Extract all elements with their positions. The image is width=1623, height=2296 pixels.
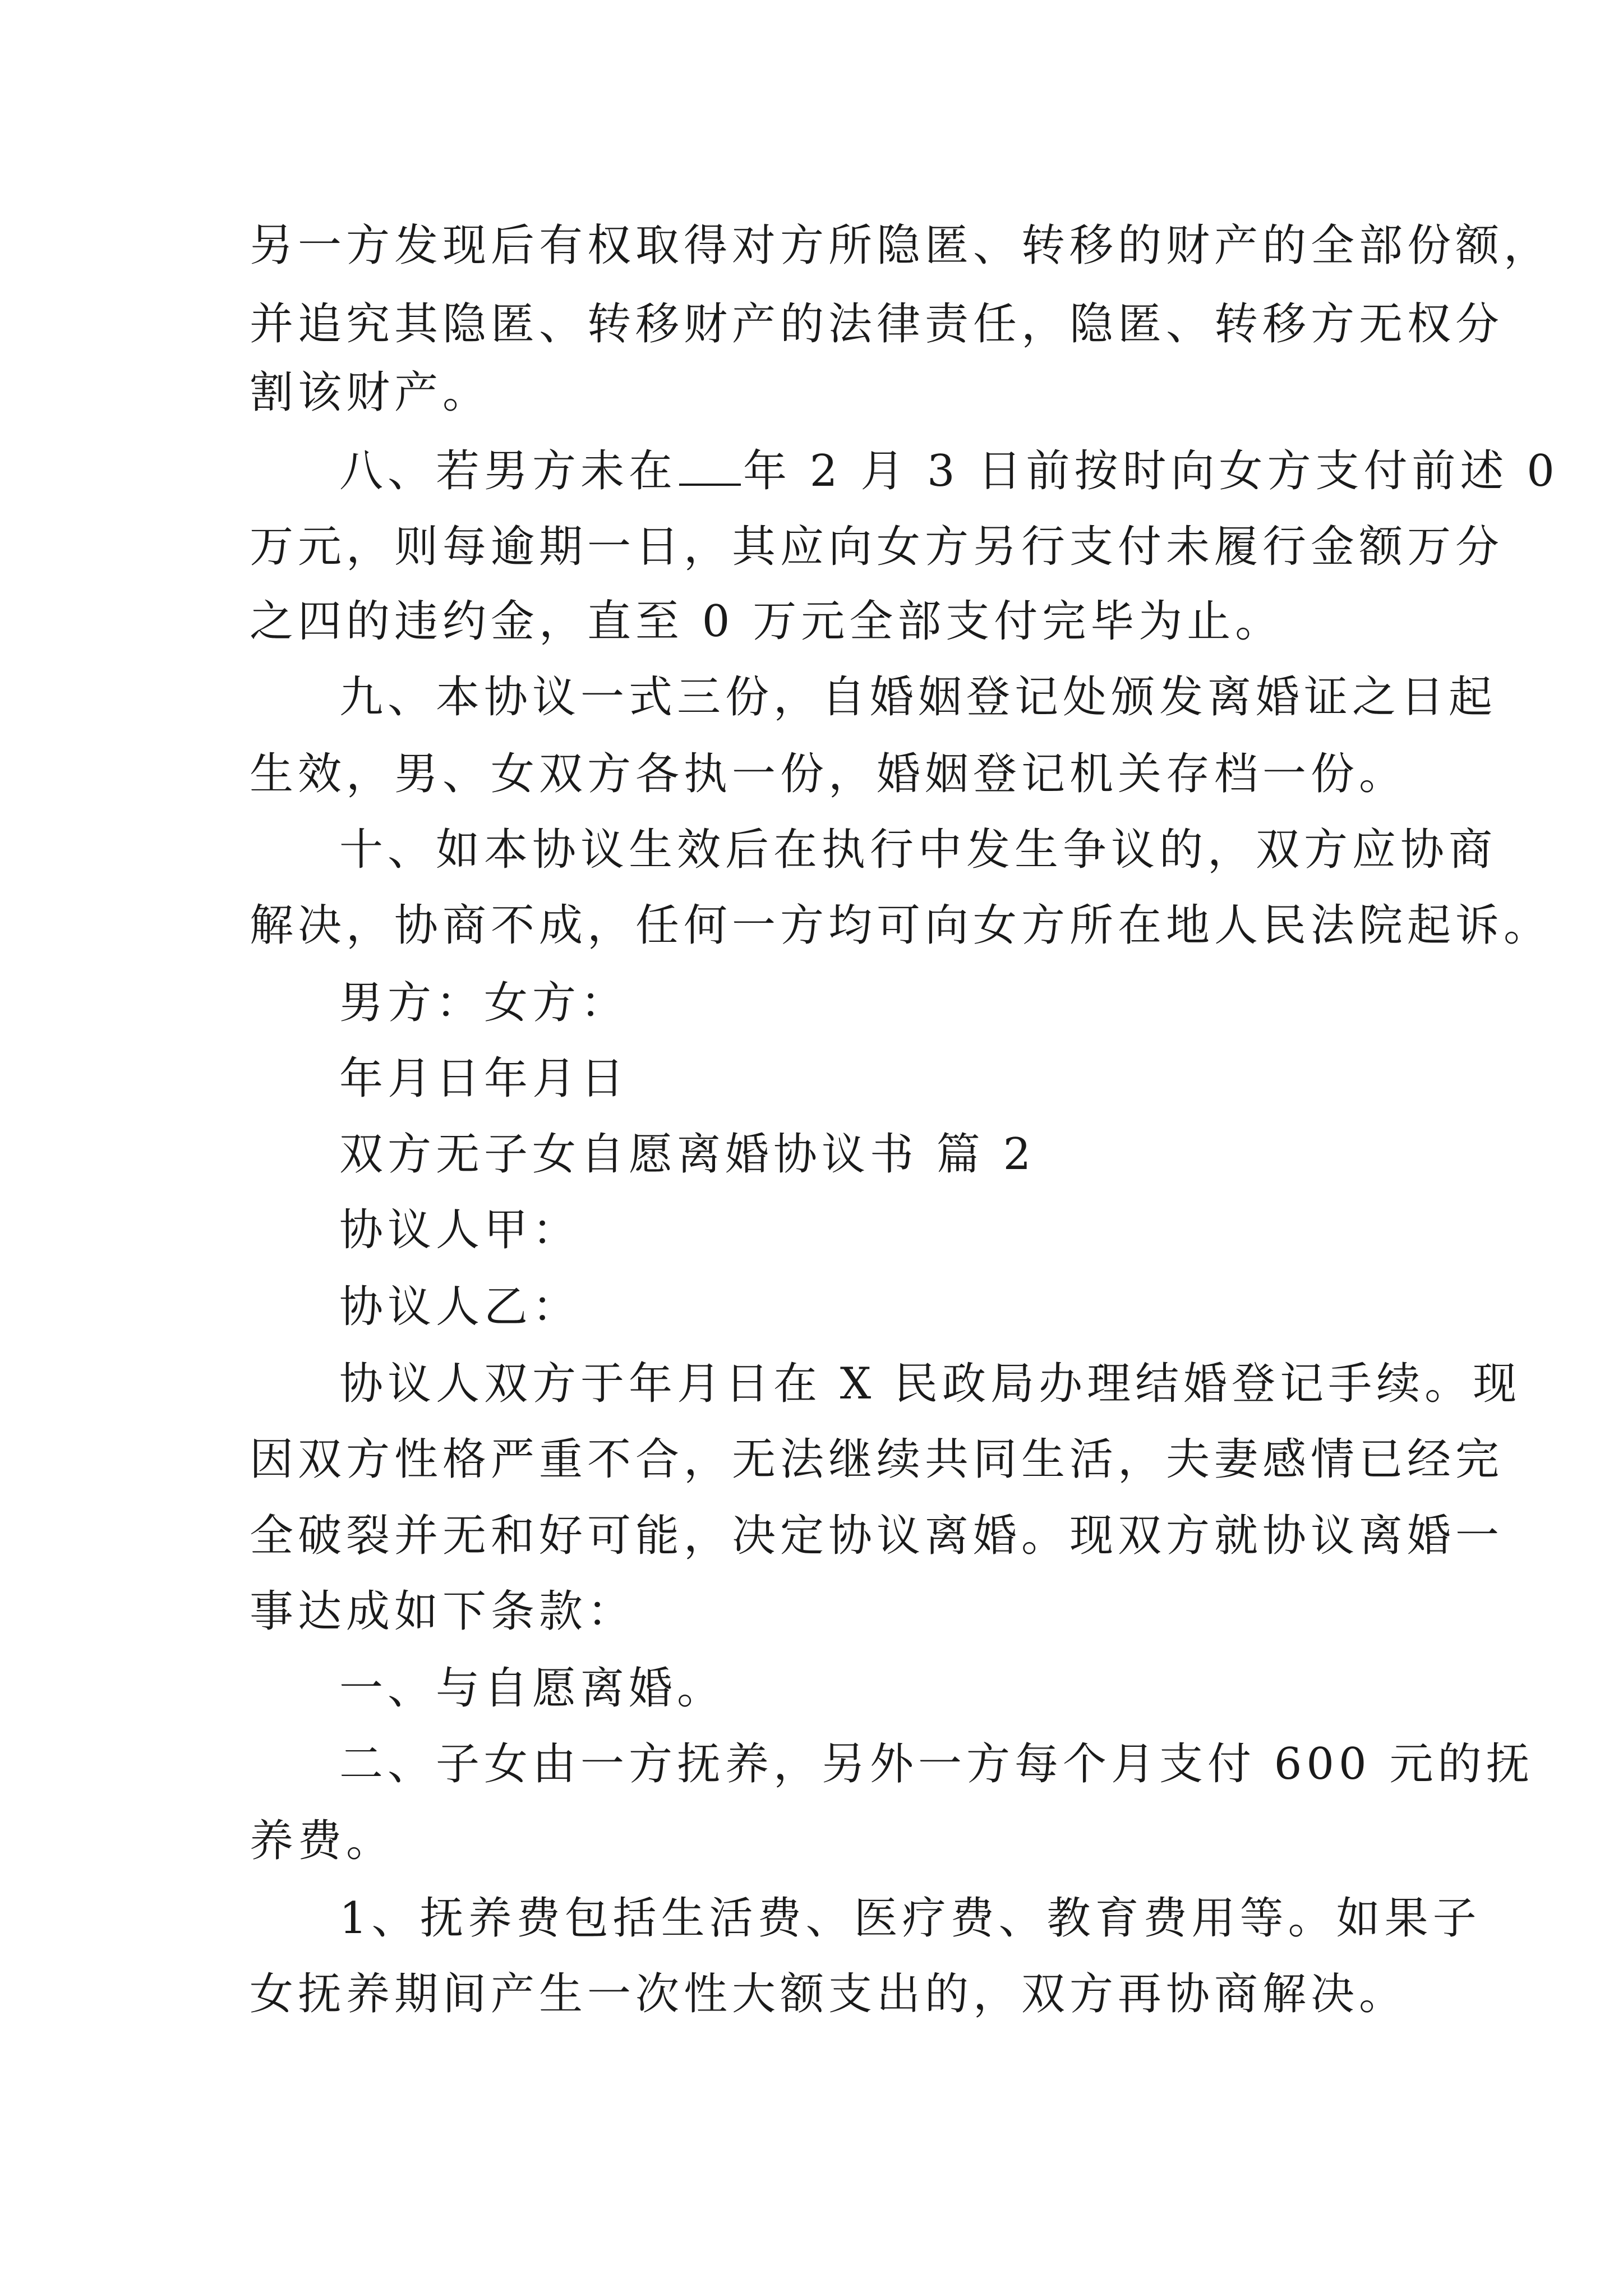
party-a-line: 协议人甲： [339, 1205, 581, 1255]
paragraph-line: 养费。 [250, 1816, 395, 1866]
paragraph-line: 之四的违约金，直至 0 万元全部支付完毕为止。 [250, 596, 1284, 647]
underline-blank [679, 444, 741, 486]
paragraph-line: 全破裂并无和好可能，决定协议离婚。现双方就协议离婚一 [250, 1511, 1504, 1561]
subclause-1-line: 1、抚养费包括生活费、医疗费、教育费用等。如果子 [339, 1893, 1481, 1944]
date-line: 年月日年月日 [339, 1053, 629, 1104]
clause-2-line: 二、子女由一方抚养，另外一方每个月支付 600 元的抚 [339, 1739, 1534, 1789]
signature-line: 男方：女方： [339, 978, 629, 1028]
clause-1-line: 一、与自愿离婚。 [339, 1663, 726, 1714]
clause-9-line: 九、本协议一式三份，自婚姻登记处颁发离婚证之日起 [339, 672, 1497, 723]
clause-8-lead: 八、若男方未在 [339, 446, 677, 496]
clause-10-line: 十、如本协议生效后在执行中发生争议的，双方应协商 [339, 825, 1497, 875]
preamble-line: 协议人双方于年月日在 X 民政局办理结婚登记手续。现 [339, 1359, 1521, 1409]
section-title: 双方无子女自愿离婚协议书 篇 2 [339, 1129, 1036, 1180]
paragraph-line: 生效，男、女双方各执一份，婚姻登记机关存档一份。 [250, 749, 1408, 799]
paragraph-line: 另一方发现后有权取得对方所隐匿、转移的财产的全部份额， [250, 220, 1552, 271]
clause-8-date: 年 2 月 3 日前按时向女方支付前述 0 [743, 446, 1559, 496]
paragraph-line: 女抚养期间产生一次性大额支出的，双方再协商解决。 [250, 1969, 1408, 2019]
paragraph-line: 因双方性格严重不合，无法继续共同生活，夫妻感情已经完 [250, 1434, 1504, 1485]
paragraph-line: 并追究其隐匿、转移财产的法律责任，隐匿、转移方无权分 [250, 299, 1504, 349]
paragraph-line: 万元，则每逾期一日，其应向女方另行支付未履行金额万分 [250, 522, 1504, 572]
party-b-line: 协议人乙： [339, 1282, 581, 1332]
paragraph-line: 事达成如下条款： [250, 1586, 636, 1637]
paragraph-line: 割该财产。 [250, 367, 491, 418]
paragraph-line: 解决，协商不成，任何一方均可向女方所在地人民法院起诉。 [250, 900, 1552, 951]
clause-8-line [339, 443, 1559, 499]
